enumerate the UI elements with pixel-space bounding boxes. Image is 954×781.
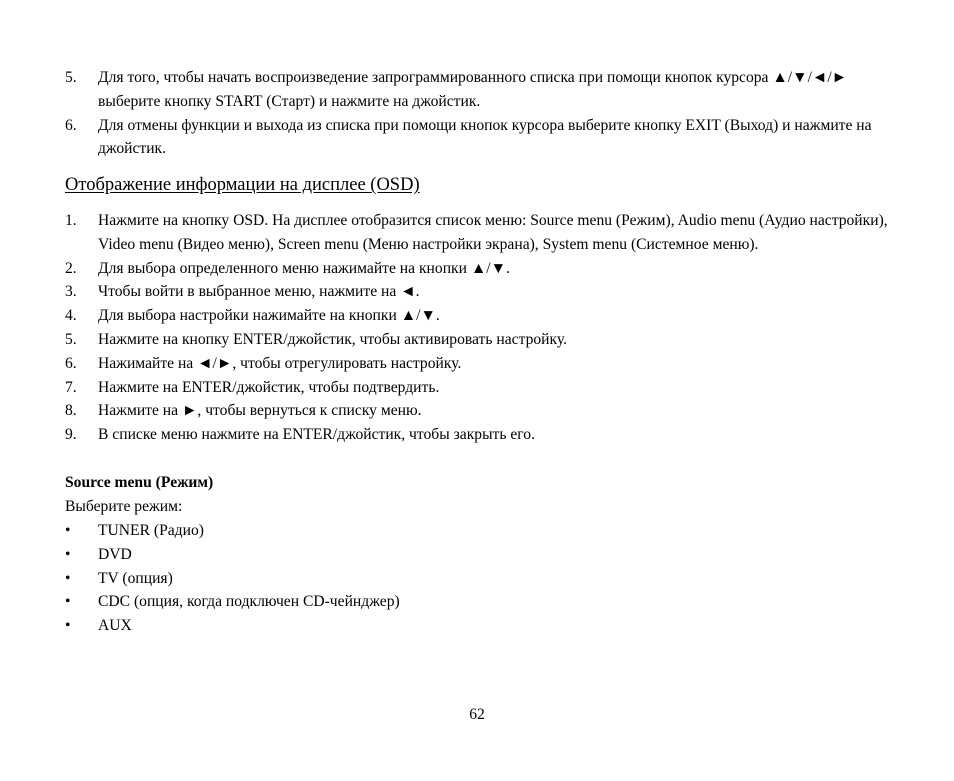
bullet-icon: • [65,522,71,539]
list-item [65,614,900,638]
item-number: 4. [65,307,77,325]
list-item [65,352,900,376]
list-item [65,399,900,423]
list-item [65,209,900,257]
list-item [65,590,900,614]
bullet-icon: • [65,617,71,635]
item-text: TV (опция) [98,569,173,587]
item-text: Нажмите на кнопку OSD. На дисплее отобразится список меню: Source menu (Режим), Audio menu (Аудио настройки), Video menu (Видео меню), Screen menu (Меню настройки экрана), System menu (Системное меню). [98,212,888,253]
item-text: Нажмите на кнопку ENTER/джойстик, чтобы активировать настройку. [98,330,567,348]
item-text: Для того, чтобы начать воспроизведение запрограммированного списка при помощи кнопок курсора ▲/▼/◄/► выберите кнопку START (Старт) и нажмите на джойстик. [98,69,848,110]
list-item [65,376,900,400]
item-text: Нажмите на ENTER/джойстик, чтобы подтвердить. [98,378,440,396]
item-text: AUX [98,617,132,635]
list-item [65,257,900,281]
item-text: TUNER (Радио) [98,522,204,539]
item-number: 7. [65,378,77,396]
bullet-icon: • [65,569,71,587]
list-item [65,543,900,567]
item-text: Нажимайте на ◄/►, чтобы отрегулировать настройку. [98,354,462,372]
list-item [65,328,900,352]
list-item [65,66,900,114]
item-text: Для отмены функции и выхода из списка при помощи кнопок курсора выберите кнопку EXIT (Выход) и нажмите на джойстик. [98,116,872,158]
intro-list [65,66,900,161]
page-number: 62 [469,706,485,723]
item-text: В списке меню нажмите на ENTER/джойстик, чтобы закрыть его. [98,426,535,444]
list-item [65,423,900,447]
list-item [65,567,900,591]
item-number: 2. [65,259,77,277]
item-text: Для выбора настройки нажимайте на кнопки ▲/▼. [98,307,440,325]
bullet-icon: • [65,593,71,611]
item-number: 6. [65,116,77,134]
list-item [65,114,900,162]
item-number: 5. [65,69,77,86]
bullet-icon: • [65,545,71,563]
item-text: CDC (опция, когда подключен CD-чейнджер) [98,593,400,611]
list-item [65,519,900,543]
osd-steps-list [65,209,900,447]
item-number: 1. [65,212,77,229]
item-text: Нажмите на ►, чтобы вернуться к списку меню. [98,402,422,420]
item-text: Для выбора определенного меню нажимайте на кнопки ▲/▼. [98,259,510,277]
source-mode-list [65,519,900,638]
item-text: Чтобы войти в выбранное меню, нажмите на ◄. [98,283,420,301]
item-number: 5. [65,330,77,348]
list-item [65,304,900,328]
item-number: 3. [65,283,77,301]
section-heading-osd: Отображение информации на дисплее (OSD) [65,175,420,195]
source-menu-prompt: Выберите режим: [65,498,183,515]
item-number: 9. [65,426,77,444]
item-text: DVD [98,545,132,563]
list-item [65,280,900,304]
source-menu-title: Source menu (Режим) [65,474,214,491]
item-number: 8. [65,402,77,420]
item-number: 6. [65,354,77,372]
